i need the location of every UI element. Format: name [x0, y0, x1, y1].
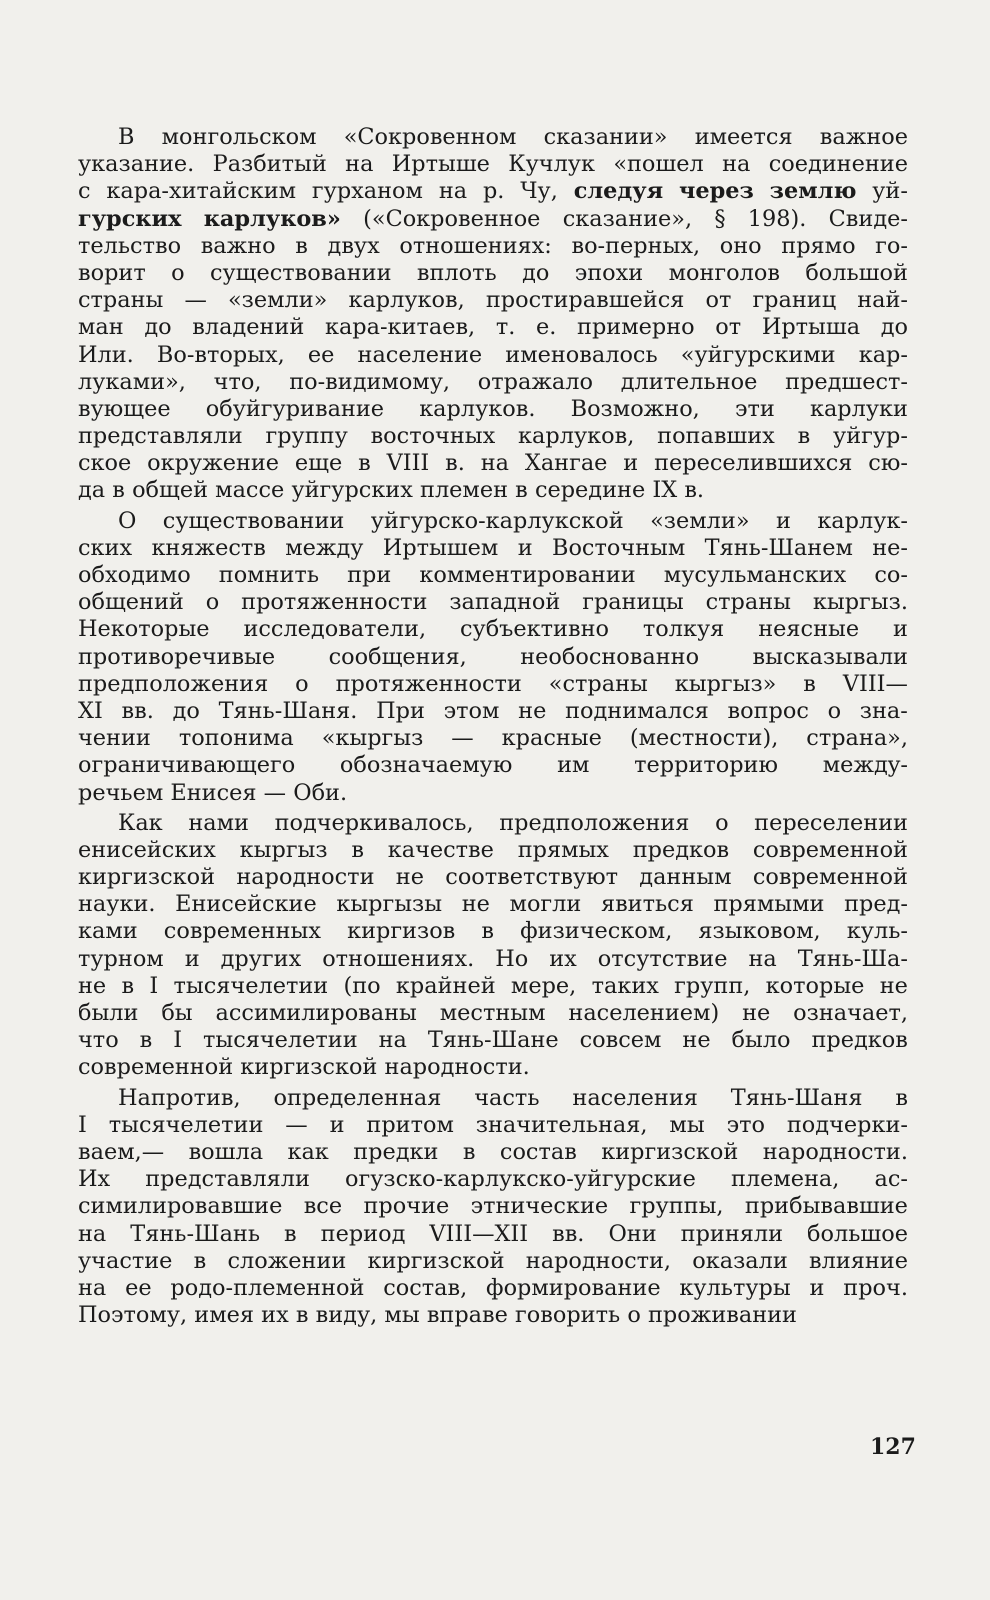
text-line: страны — «земли» карлуков, простиравшейся от границ най- — [78, 287, 908, 314]
text-line: речьем Енисея — Оби. — [78, 779, 348, 806]
paragraph — [78, 1085, 908, 1330]
text-line: вующее обуйгуривание карлуков. Возможно, эти карлуки — [78, 395, 908, 422]
text-line: Или. Во-вторых, ее население именовалось «уйгурскими кар- — [78, 341, 908, 368]
text-line: на ее родо-племенной состав, формирование культуры и проч. — [78, 1274, 908, 1301]
text-line: общений о протяженности западной границы страны кыргыз. — [78, 589, 908, 616]
text-line: на Тянь-Шань в период VIII—XII вв. Они приняли большое — [78, 1220, 908, 1247]
text-line: ман до владений кара-китаев, т. е. примерно от Иртыша до — [78, 314, 908, 341]
text-line: Напротив, определенная часть населения Тянь-Шаня в — [118, 1084, 908, 1111]
text-line: Некоторые исследователи, субъективно толкуя неясные и — [78, 616, 908, 643]
text-line: енисейских кыргыз в качестве прямых предков современной — [78, 836, 908, 863]
text-line: XI вв. до Тянь-Шаня. При этом не поднимался вопрос о зна- — [78, 697, 908, 724]
text-line: Их представляли огузско-карлукско-уйгурские племена, ас- — [78, 1166, 908, 1193]
text-line: современной киргизской народности. — [78, 1054, 530, 1081]
text-line: симилировавшие все прочие этнические группы, прибывавшие — [78, 1193, 908, 1220]
text-line: да в общей массе уйгурских племен в середине IX в. — [78, 477, 705, 504]
text-line: ское окружение еще в VIII в. на Хангае и переселившихся сю- — [78, 450, 908, 477]
text-line: турном и других отношениях. Но их отсутствие на Тянь-Ша- — [78, 945, 908, 972]
text-line: ками современных киргизов в физическом, языковом, куль- — [78, 918, 908, 945]
text-line: Как нами подчеркивалось, предположения о переселении — [118, 809, 908, 836]
text-line: ваем,— вошла как предки в состав киргизской народности. — [78, 1138, 908, 1165]
text-line: участие в сложении киргизской народности, оказали влияние — [78, 1247, 908, 1274]
text-line: чении топонима «кыргыз — красные (местности), страна», — [78, 725, 908, 752]
text-line: обходимо помнить при комментировании мусульманских со- — [78, 562, 908, 588]
text-line: О существовании уйгурско-карлукской «земли» и карлук- — [118, 507, 908, 534]
text-line: с кара-хитайским гурханом на р. Чу, следуя через землю уй- — [78, 178, 908, 205]
text-line: Поэтому, имея их в виду, мы вправе говорить о проживании — [78, 1302, 797, 1329]
text-line: ворит о существовании вплоть до эпохи монголов большой — [78, 259, 908, 286]
text-line: науки. Енисейские кыргызы не могли явиться прямыми пред- — [78, 891, 908, 918]
text-line: луками», что, по-видимому, отражало длительное предшест- — [78, 368, 908, 395]
text-line: предположения о протяженности «страны кыргыз» в VIII— — [78, 670, 908, 697]
text-line: не в I тысячелетии (по крайней мере, таких групп, которые не — [78, 972, 908, 999]
text-line: I тысячелетии — и притом значительная, мы это подчерки- — [78, 1111, 908, 1138]
body-text — [78, 124, 908, 1329]
paragraph — [78, 810, 908, 1082]
text-line: тельство важно в двух отношениях: во-перных, оно прямо го- — [78, 232, 908, 259]
page-number: 127 — [870, 1434, 916, 1460]
text-line: представляли группу восточных карлуков, попавших в уйгур- — [78, 423, 908, 450]
text-line: были бы ассимилированы местным населением) не означает, — [78, 1000, 908, 1026]
text-line: киргизской народности не соответствуют данным современной — [78, 864, 908, 891]
text-line: противоречивые сообщения, необоснованно высказывали — [78, 643, 908, 670]
text-line: указание. Разбитый на Иртыше Кучлук «пошел на соединение — [78, 151, 908, 178]
text-line: гурских карлуков» («Сокровенное сказание», § 198). Свиде- — [78, 205, 908, 232]
text-line: В монгольском «Сокровенном сказании» имеется важное — [118, 124, 908, 150]
text-line: ских княжеств между Иртышем и Восточным Тянь-Шанем не- — [78, 534, 908, 561]
paragraph — [78, 508, 908, 807]
text-line: что в I тысячелетии на Тянь-Шане совсем не было предков — [78, 1027, 908, 1054]
paragraph — [78, 124, 908, 505]
text-line: ограничивающего обозначаемую им территорию междy- — [78, 752, 908, 779]
